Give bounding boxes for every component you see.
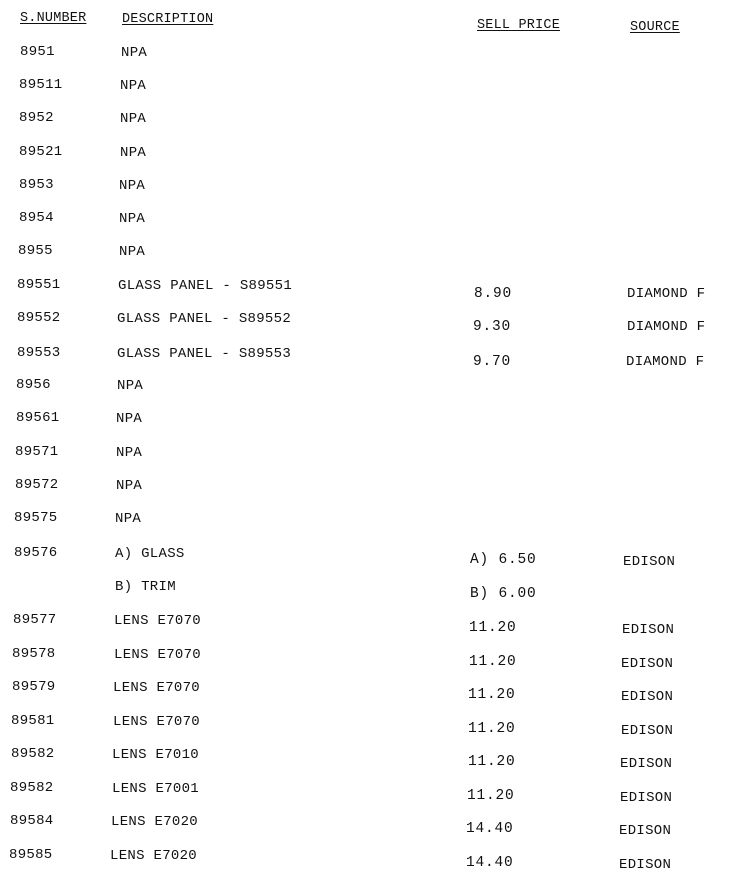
row-number: 89581 [11, 713, 55, 729]
row-sell-price: 14.40 [466, 855, 514, 871]
row-source: EDISON [619, 823, 672, 839]
header-number: S.NUMBER [20, 11, 87, 26]
header-description: DESCRIPTION [122, 12, 214, 27]
row-description: LENS E7070 [114, 647, 202, 663]
row-description: LENS E7070 [114, 613, 202, 629]
row-description: A) GLASS [115, 546, 185, 562]
row-description: LENS E7010 [112, 747, 200, 763]
row-description: LENS E7020 [110, 848, 198, 864]
row-number: 89577 [13, 612, 57, 628]
row-sell-price: 9.30 [473, 319, 512, 335]
row-source: EDISON [620, 756, 673, 772]
row-number: 89582 [11, 746, 55, 762]
row-sell-price: B) 6.00 [470, 586, 537, 602]
row-source: EDISON [619, 857, 672, 873]
row-number: 89582 [10, 780, 54, 796]
row-sell-price: 11.20 [468, 721, 516, 737]
row-number: 8954 [19, 210, 54, 226]
row-description: NPA [120, 145, 147, 161]
row-description: LENS E7070 [113, 680, 201, 696]
row-description: GLASS PANEL - S89551 [118, 278, 293, 294]
row-sell-price: 11.20 [468, 687, 516, 703]
row-description: GLASS PANEL - S89552 [117, 311, 292, 327]
row-number: 89552 [17, 310, 61, 326]
row-source: DIAMOND F [627, 319, 706, 335]
row-sell-price: 8.90 [474, 286, 513, 302]
row-number: 89521 [19, 144, 63, 160]
row-description: LENS E7070 [113, 714, 201, 730]
row-number: 89551 [17, 277, 61, 293]
row-source: EDISON [620, 790, 673, 806]
row-number: 89561 [16, 410, 60, 426]
row-description: NPA [120, 78, 147, 94]
row-number: 89584 [10, 813, 54, 829]
row-description: NPA [120, 111, 147, 127]
row-description: NPA [116, 445, 143, 461]
row-number: 8951 [20, 44, 55, 60]
row-source: DIAMOND F [627, 286, 706, 302]
row-source: EDISON [621, 689, 674, 705]
row-number: 89571 [15, 444, 59, 460]
row-number: 89572 [15, 477, 59, 493]
row-number: 8952 [19, 110, 54, 126]
row-number: 89575 [14, 510, 58, 526]
row-description: NPA [119, 211, 146, 227]
row-description: NPA [117, 378, 144, 394]
row-description: NPA [119, 244, 146, 260]
row-sell-price: 11.20 [467, 788, 515, 804]
row-description: NPA [121, 45, 148, 61]
row-number: 89579 [12, 679, 56, 695]
row-source: DIAMOND F [626, 354, 705, 370]
row-number: 8955 [18, 243, 53, 259]
row-description: NPA [115, 511, 142, 527]
header-sell-price: SELL PRICE [477, 18, 561, 33]
row-source: EDISON [622, 622, 675, 638]
row-sell-price: 9.70 [473, 354, 512, 370]
row-sell-price: 11.20 [469, 654, 517, 670]
row-number: 89578 [12, 646, 56, 662]
row-source: EDISON [623, 554, 676, 570]
row-description: LENS E7020 [111, 814, 199, 830]
row-description: LENS E7001 [112, 781, 200, 797]
row-number: 8956 [16, 377, 51, 393]
row-description: GLASS PANEL - S89553 [117, 346, 292, 362]
header-source: SOURCE [630, 20, 680, 35]
row-sell-price: A) 6.50 [470, 552, 537, 568]
row-description: B) TRIM [115, 579, 176, 595]
row-source: EDISON [621, 723, 674, 739]
row-number: 8953 [19, 177, 54, 193]
row-sell-price: 14.40 [466, 821, 514, 837]
row-number: 89553 [17, 345, 61, 361]
row-source: EDISON [621, 656, 674, 672]
row-number: 89585 [9, 847, 53, 863]
row-number: 89576 [14, 545, 58, 561]
row-sell-price: 11.20 [469, 620, 517, 636]
row-description: NPA [119, 178, 146, 194]
row-sell-price: 11.20 [468, 754, 516, 770]
row-description: NPA [116, 411, 143, 427]
row-number: 89511 [19, 77, 63, 93]
row-description: NPA [116, 478, 143, 494]
